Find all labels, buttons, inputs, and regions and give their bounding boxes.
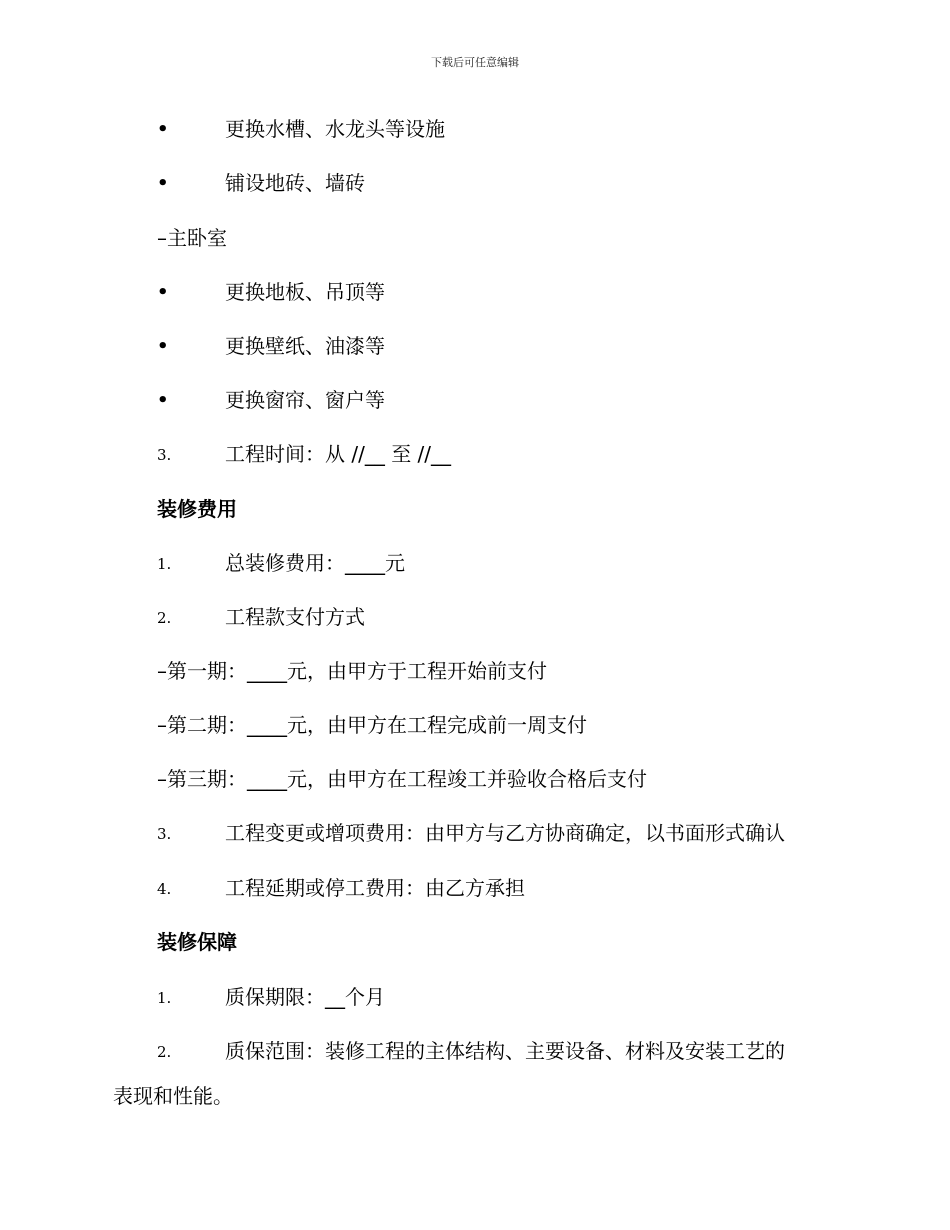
section-heading-guarantee: 装修保障 [157, 930, 237, 954]
bullet-marker: • [157, 282, 169, 303]
page-header: 下载后可任意编辑 [431, 56, 519, 69]
item-number: 1. [157, 555, 172, 573]
section-heading-cost: 装修费用 [157, 497, 237, 521]
bullet-marker: • [157, 390, 169, 411]
list-item: 铺设地砖、墙砖 [225, 171, 365, 195]
item-number: 4. [157, 880, 172, 898]
sub-section-master-bedroom: –主卧室 [157, 226, 227, 250]
item-number: 2. [157, 609, 172, 627]
list-item: 更换壁纸、油漆等 [225, 334, 385, 358]
list-item: 更换水槽、水龙头等设施 [225, 117, 445, 141]
list-item-continuation: 表现和性能。 [113, 1084, 233, 1108]
list-item: 工程延期或停工费用：由乙方承担 [225, 876, 525, 900]
bullet-marker: • [157, 119, 169, 140]
payment-phase-1: –第一期：____元，由甲方于工程开始前支付 [157, 659, 547, 683]
item-number: 2. [157, 1043, 172, 1061]
list-item: 更换地板、吊顶等 [225, 280, 385, 304]
list-item: 工程变更或增项费用：由甲方与乙方协商确定，以书面形式确认 [225, 821, 785, 845]
item-number: 3. [157, 825, 172, 843]
list-item: 质保期限：__个月 [225, 985, 385, 1009]
item-number: 1. [157, 989, 172, 1007]
list-item: 总装修费用：____元 [225, 551, 405, 575]
payment-phase-2: –第二期：____元，由甲方在工程完成前一周支付 [157, 713, 587, 737]
list-item: 质保范围：装修工程的主体结构、主要设备、材料及安装工艺的 [225, 1039, 785, 1063]
payment-phase-3: –第三期：____元，由甲方在工程竣工并验收合格后支付 [157, 767, 647, 791]
bullet-marker: • [157, 336, 169, 357]
list-item: 工程时间：从 //__ 至 //__ [225, 442, 452, 466]
bullet-marker: • [157, 173, 169, 194]
item-number: 3. [157, 446, 172, 464]
list-item: 工程款支付方式 [225, 605, 365, 629]
list-item: 更换窗帘、窗户等 [225, 388, 385, 412]
